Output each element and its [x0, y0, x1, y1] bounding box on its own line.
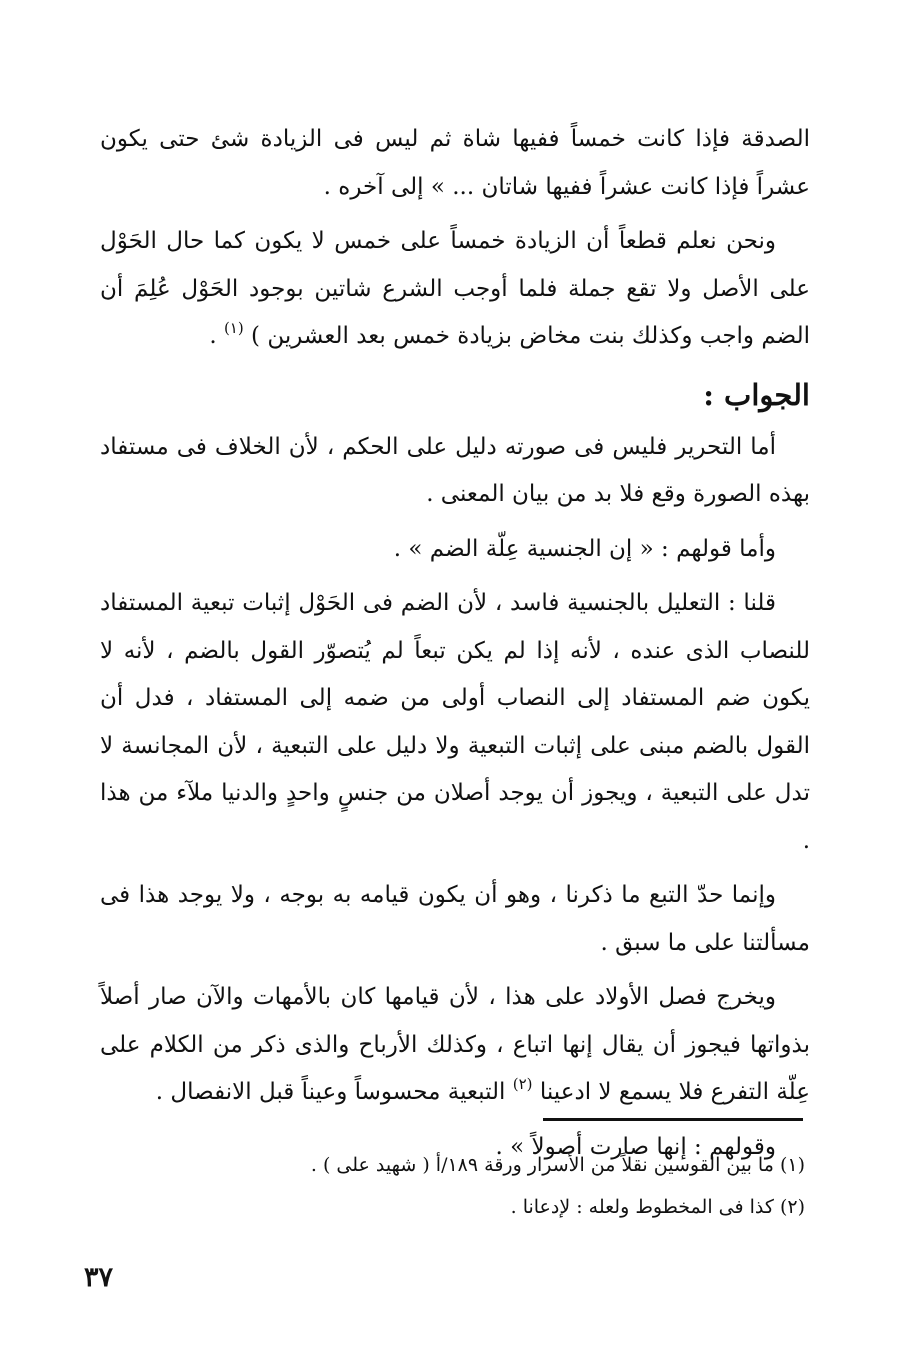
paragraph-text: وإنما حدّ التبع ما ذكرنا ، وهو أن يكون قيامه به بوجه ، ولا يوجد هذا فى مسألتنا على ما سبق . [100, 882, 810, 956]
paragraph-1 [100, 116, 810, 211]
footnote-separator [543, 1118, 803, 1121]
answer-paragraph-2 [100, 526, 810, 574]
answer-paragraph-3 [100, 580, 810, 865]
answer-paragraph-4 [100, 872, 810, 967]
paragraph-text: وأما قولهم : « إن الجنسية عِلّة الضم » . [393, 535, 776, 562]
footnote-2: (٢) كذا فى المخطوط ولعله : لإدعانا . [510, 1196, 805, 1218]
footnote-1: (١) ما بين القوسين نقلاً من الأسرار ورقة ١٨٩/أ ( شهيد على ) . [310, 1154, 805, 1176]
answer-paragraph-1 [100, 424, 810, 519]
paragraph-text: ويخرج فصل الأولاد على هذا ، لأن قيامها كان بالأمهات والآن صار أصلاً بذواتها فيجوز أن يقال إنها اتباع ، وكذلك الأرباح والذى ذكر من الكلام على عِلّة التفرع فلا يسمع لا ادعينا [100, 984, 810, 1105]
page-number: ٣٧ [84, 1262, 114, 1293]
footnote-ref[interactable]: (١) [223, 319, 244, 337]
paragraph-text: ونحن نعلم قطعاً أن الزيادة خمساً على خمس لا يكون كما حال الحَوْل على الأصل ولا تقع جملة فلما أوجب الشرع شاتين بوجود الحَوْل عُلِمَ أن الضم واجب وكذلك بنت مخاض بزيادة خمس بعد العشرين ) [100, 228, 810, 349]
footnotes [200, 1144, 805, 1228]
section-heading: الجواب : [703, 377, 810, 412]
paragraph-tail: التبعية محسوساً وعيناً قبل الانفصال . [155, 1079, 513, 1105]
main-text [100, 116, 810, 1178]
paragraph-text: وقولهم : إنها صارت أصولاً » . [495, 1133, 776, 1160]
paragraph-2 [100, 218, 810, 361]
paragraph-tail: . [209, 323, 224, 349]
answer-paragraph-5 [100, 974, 810, 1117]
paragraph-text: قلنا : التعليل بالجنسية فاسد ، لأن الضم فى الحَوْل إثبات تبعية المستفاد للنصاب الذى عنده ، لأنه إذا لم يكن تبعاً لم يُتصوّر القول بالضم ، لأنه لا يكون ضم المستفاد إلى النصاب أولى من ضمه إلى المستفاد ، فدل أن القول بالضم مبنى على إثبات التبعية ولا دليل على التبعية ، لأن المجانسة لا تدل على التبعية ، ويجوز أن يوجد أصلان من جنسٍ واحدٍ والدنيا ملآء من هذا . [100, 590, 810, 854]
footnote-ref[interactable]: (٢) [512, 1075, 533, 1093]
paragraph-text: أما التحرير فليس فى صورته دليل على الحكم ، لأن الخلاف فى مستفاد بهذه الصورة وقع فلا بد من بيان المعنى . [100, 433, 810, 507]
paragraph-text: الصدقة فإذا كانت خمساً ففيها شاة ثم ليس فى الزيادة شئ حتى يكون عشراً فإذا كانت عشراً ففيها شاتان ... » إلى آخره . [100, 126, 810, 200]
